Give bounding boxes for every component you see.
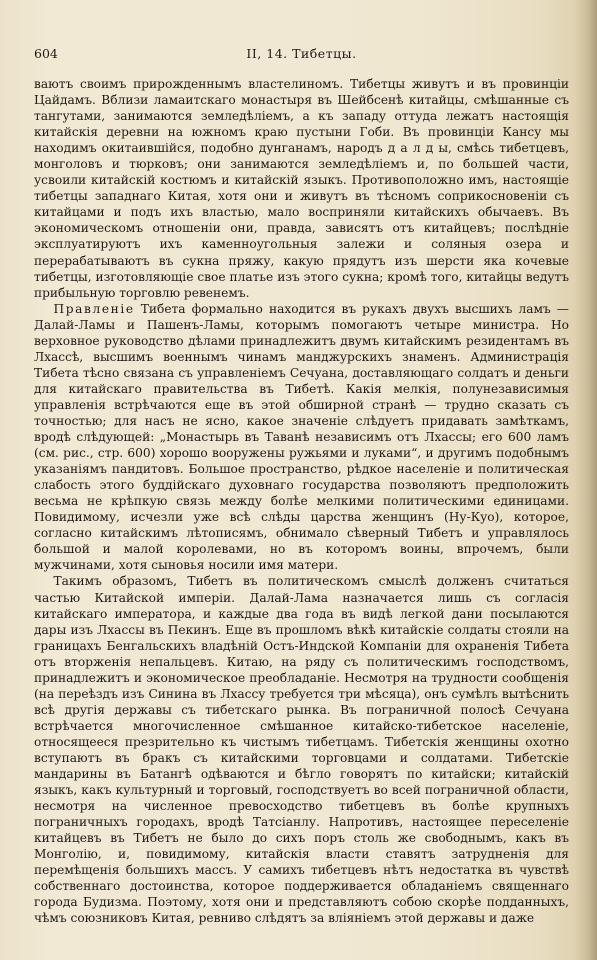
page-number: 604: [34, 46, 58, 61]
running-title: II, 14. Тибетцы.: [246, 46, 357, 61]
paragraph-1: [34, 76, 569, 301]
page-body: [34, 76, 569, 926]
paragraph-2-lead: Правленіе: [53, 301, 135, 316]
paragraph-3: [34, 573, 569, 926]
paragraph-3-text: Такимъ образомъ, Тибетъ въ политическомъ смыслѣ долженъ считаться частью Китайской имперіи. Далай-Лама назначается лишь съ согласія китайскаго императора, и каждые два года въ видѣ легкой дани посылаются дары изъ Лхассы въ Пекинъ. Еще въ прошломъ вѣкѣ китайскіе солдаты стояли на границахъ Бенгальскихъ владѣній Остъ-Индской Компаніи для охраненія Тибета отъ вторженія непальцевъ. Китаю, на ряду съ политическимъ господствомъ, принадлежитъ и экономическое преобладаніе. Несмотря на трудности сообщенія (на переѣздъ изъ Синина въ Лхассу требуется три мѣсяца), онъ сумѣлъ вытѣснить всѣ другія державы съ тибетскаго рынка. Въ пограничной полосѣ Сечуана встрѣчается многочисленное смѣшанное китайско-тибетское населеніе, относящееся презрительно къ чистымъ тибетцамъ. Тибетскія женщины охотно вступаютъ въ бракъ съ китайскими торговцами и солдатами. Тибетскіе мандарины въ Батангѣ одѣваются и бѣгло говорятъ по китайски; китайскій языкъ, какъ культурный и торговый, господствуетъ во всей пограничной области, несмотря на численное превосходство тибетцевъ въ болѣе крупныхъ пограничныхъ городахъ, вродѣ Татсіанлу. Напротивъ, настоящее переселеніе китайцевъ въ Тибетъ не было до сихъ поръ столь же свободнымъ, какъ въ Монголію, и, повидимому, китайскія власти ставятъ затрудненія для перемѣщенія большихъ массъ. У самихъ тибетцевъ нѣтъ недостатка въ чувствѣ собственнаго достоинства, которое поддерживается обладаніемъ священнаго города Будизма. Поэтому, хотя они и представляютъ собою скорѣе подданныхъ, чѣмъ союзниковъ Китая, ревниво слѣдятъ за вліяніемъ этой державы и даже: [34, 574, 569, 926]
page-header: [34, 46, 569, 64]
page-spine-shadow: [575, 0, 597, 960]
paragraph-1-text: ваютъ своимъ прирожденнымъ властелиномъ. Тибетцы живутъ и въ провинціи Цайдамъ. Вблизи ламаитскаго монастыря въ Шейбсенѣ китайцы, смѣшанные съ тангутами, занимаются земледѣліемъ, а къ западу оттуда лежатъ настоящія китайскія деревни на южномъ краю пустыни Гоби. Въ провинціи Кансу мы находимъ окитаившійся, подобно дунганамъ, народъ д а л д ы, смѣсь тибетцевъ, монголовъ и тюрковъ; они занимаются земледѣліемъ и, по большей части, усвоили китайскій костюмъ и китайскій языкъ. Противоположно имъ, настоящіе тибетцы западнаго Китая, хотя они и живутъ въ тѣсномъ соприкосновеніи съ китайцами и подъ ихъ властью, мало восприняли китайскихъ обычаевъ. Въ экономическомъ отношеніи они, правда, зависятъ отъ китайцевъ; послѣдніе эксплуатируютъ ихъ каменноугольныя залежи и соляныя озера и перерабатываютъ въ сукна пряжу, какую прядутъ изъ шерсти яка кочевые тибетцы, изготовляющіе свое платье изъ этого сукна; кромѣ того, китайцы ведутъ прибыльную торговлю ревенемъ.: [34, 77, 569, 300]
paragraph-2-text: Тибета формально находится въ рукахъ двухъ высшихъ ламъ — Далай-Ламы и Пашенъ-Ламы, которымъ помогаютъ четыре министра. Но верховное руководство дѣлами принадлежитъ двумъ китайскимъ резидентамъ въ Лхассѣ, высшимъ военнымъ чинамъ манджурскихъ знаменъ. Администрація Тибета тѣсно связана съ управленіемъ Сечуана, доставляющаго солдатъ и деньги для китайскаго правительства въ Тибетѣ. Какія мелкія, полунезависимыя управленія встрѣчаются еще въ этой обширной странѣ — трудно сказать съ точностью; для насъ не ясно, какое значеніе слѣдуетъ придавать замѣткамъ, вродѣ слѣдующей: „Монастырь въ Таванѣ независимъ отъ Лхассы; его 600 ламъ (см. рис., стр. 600) хорошо вооружены ружьями и луками“, и другимъ подобнымъ указаніямъ пандитовъ. Большое пространство, рѣдкое населеніе и политическая слабость этого буддійскаго духовнаго государства позволяютъ предположить весьма не крѣпкую связь между болѣе мелкими политическими единицами. Повидимому, исчезли уже всѣ слѣды царства женщинъ (Ну-Куо), которое, согласно китайскимъ лѣтописямъ, обнимало сѣверный Тибетъ и управлялось большой и малой королевами, но въ которомъ воины, впрочемъ, были мужчинами, хотя сыновья носили имя матери.: [34, 301, 569, 573]
paragraph-2: [34, 301, 569, 574]
